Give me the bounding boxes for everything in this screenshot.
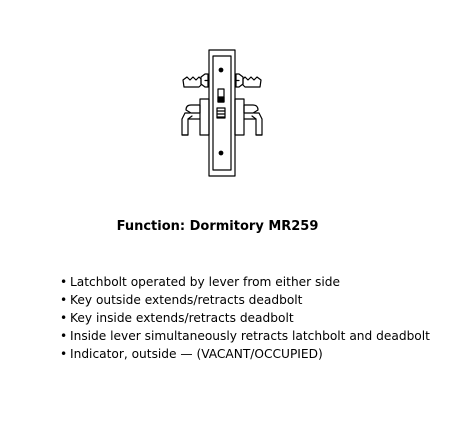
feature-text: Latchbolt operated by lever from either side	[70, 275, 341, 289]
bullet: •	[60, 329, 68, 343]
bullet: •	[60, 311, 68, 325]
bullet: •	[60, 275, 68, 289]
list-item	[60, 309, 430, 327]
feature-text: Key inside extends/retracts deadbolt	[70, 311, 294, 325]
function-title: Function: Dormitory MR259	[116, 219, 319, 234]
lever-handle-icon	[182, 99, 209, 135]
feature-text: Indicator, outside — (VACANT/OCCUPIED)	[70, 347, 323, 361]
bullet: •	[60, 293, 68, 307]
lock-case	[209, 50, 235, 176]
list-item	[60, 345, 430, 363]
list-item	[60, 327, 430, 345]
key-icon	[235, 74, 261, 87]
key-icon	[183, 74, 209, 87]
list-item	[60, 291, 430, 309]
list-item	[60, 273, 430, 291]
feature-list	[60, 273, 430, 363]
mortise-lock-diagram-icon	[0, 0, 450, 210]
feature-text: Inside lever simultaneously retracts latchbolt and deadbolt	[70, 329, 430, 343]
feature-text: Key outside extends/retracts deadbolt	[70, 293, 303, 307]
lever-handle-icon	[235, 99, 262, 135]
bullet: •	[60, 347, 68, 361]
